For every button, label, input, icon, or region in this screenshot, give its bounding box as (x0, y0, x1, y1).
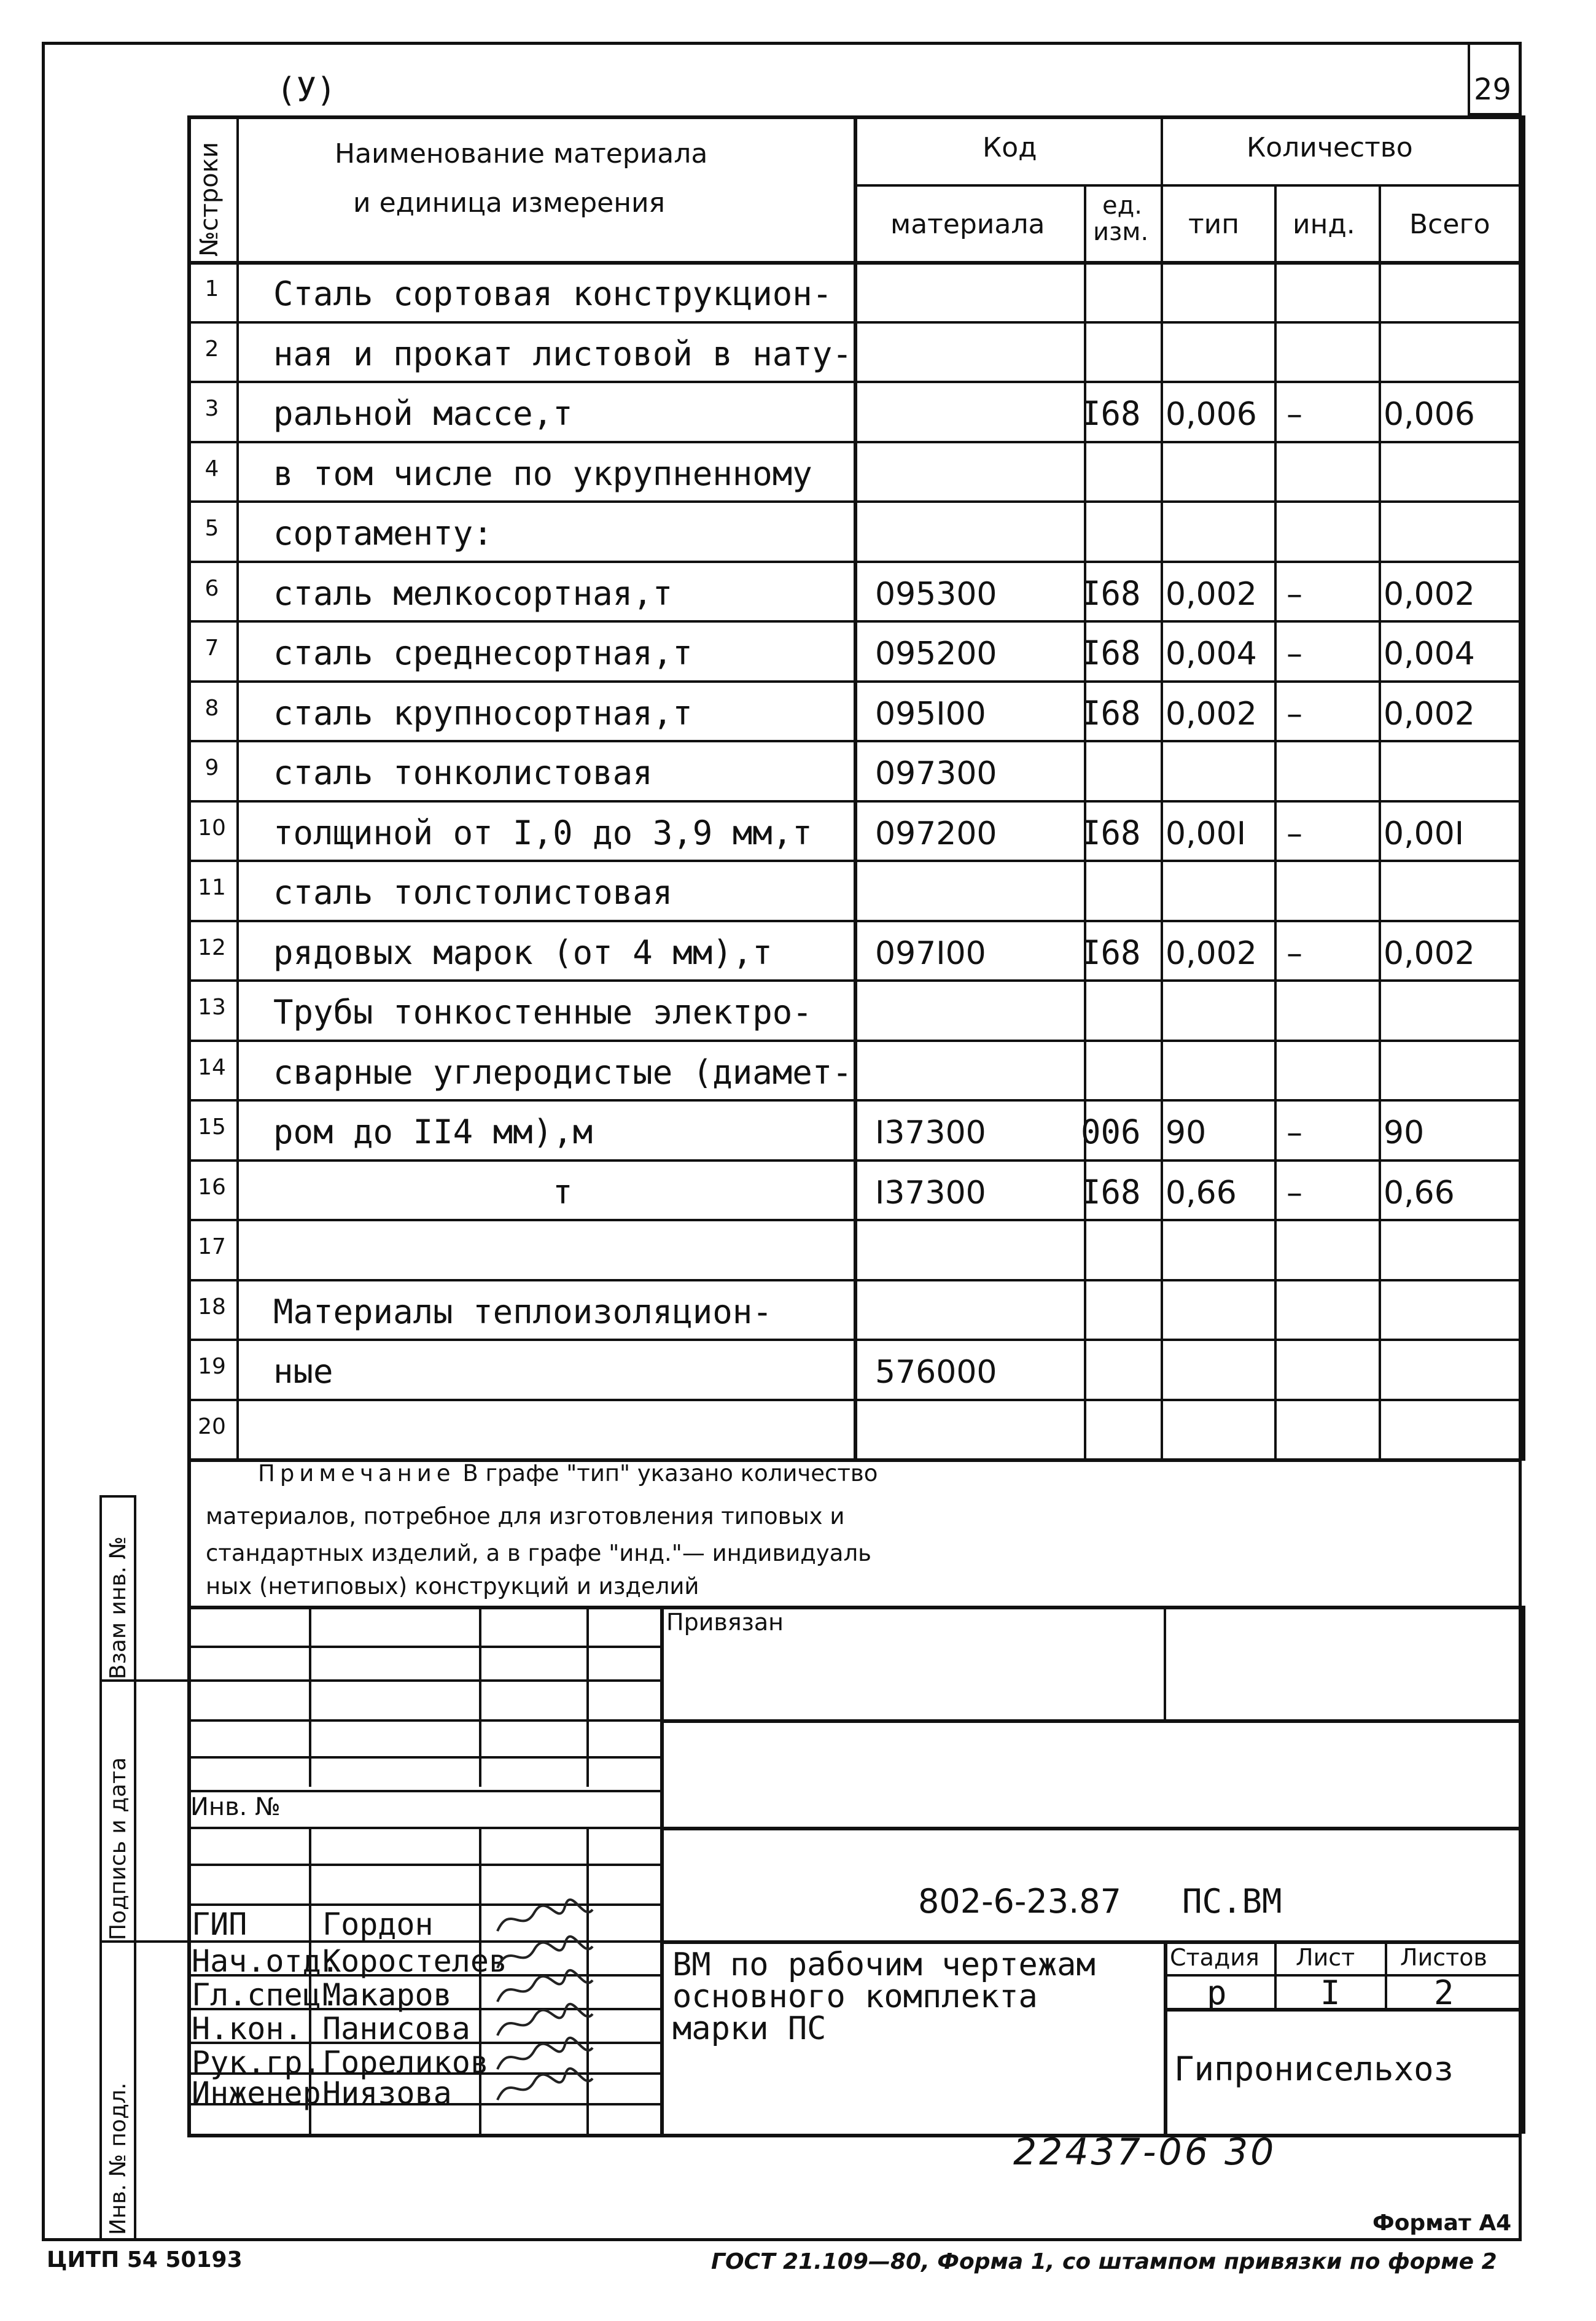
stamp-bottom-border (187, 2134, 1522, 2137)
table-row-border (187, 1399, 1522, 1401)
row-type: 0,66 (1166, 1174, 1237, 1211)
table-row-border (187, 1339, 1522, 1341)
signer-name: Гордон (322, 1907, 434, 1942)
stamp-grid-row (187, 1790, 660, 1792)
row-number: 16 (198, 1174, 226, 1200)
row-ind: – (1287, 575, 1302, 613)
table-row-border (187, 979, 1522, 982)
title-line-3: марки ПС (672, 2010, 827, 2047)
stamp-top-border (187, 1606, 1522, 1609)
row-total: 0,004 (1384, 636, 1475, 672)
row-number: 10 (198, 815, 226, 841)
privyazan-divider (1164, 1606, 1166, 1719)
row-ind: – (1287, 1114, 1302, 1151)
stamp-col-3a (586, 1606, 589, 1787)
row-code: 097I00 (875, 935, 986, 972)
signer-name: Макаров (322, 1977, 452, 2013)
header-quantity: Количество (1247, 132, 1413, 163)
signer-role: Гл.спец. (192, 1977, 340, 2013)
handwritten-number: 22437-06 30 (1013, 2131, 1277, 2174)
note-text-1: В графе "тип" указано количество (462, 1460, 878, 1487)
privyazan-label: Привязан (666, 1609, 784, 1636)
header-name-line-2: и единица измерения (353, 187, 666, 219)
sheet-value: I (1320, 1973, 1341, 2012)
signature-icon (491, 2066, 596, 2112)
signer-role: ГИП (192, 1907, 247, 1942)
side-strip-sep-1 (99, 1679, 189, 1682)
row-name: ные (273, 1352, 333, 1391)
side-strip-left (99, 1495, 102, 2241)
table-col-border (1274, 184, 1277, 1461)
signer-role: Нач.отд. (192, 1943, 340, 1979)
row-code: I37300 (875, 1174, 986, 1211)
row-type: 0,002 (1166, 695, 1257, 733)
table-row-border (187, 620, 1522, 623)
stamp-col-1a (309, 1606, 311, 1787)
row-unit: I68 (1081, 1172, 1141, 1211)
row-name: сталь мелкосортная,т (273, 573, 673, 613)
row-unit: I68 (1081, 693, 1141, 733)
stamp-right-border (1522, 1606, 1525, 2134)
header-total: Всего (1409, 209, 1490, 240)
sheets-label: Листов (1400, 1944, 1487, 1971)
row-number: 15 (198, 1114, 226, 1140)
header-unit-2: изм. (1093, 218, 1149, 246)
row-number: 5 (204, 516, 219, 541)
row-name: сталь тонколистовая (273, 753, 653, 792)
note-line-4: ных (нетиповых) конструкций и изделий (206, 1573, 699, 1600)
row-unit: 006 (1081, 1113, 1141, 1151)
row-name: ром до II4 мм),м (273, 1113, 593, 1151)
row-name: сталь среднесортная,т (273, 634, 693, 672)
page-letter: (У) (276, 71, 337, 109)
doc-mark: ПС.ВМ (1182, 1882, 1282, 1921)
row-total: 0,002 (1384, 695, 1475, 733)
row-code: 097200 (875, 815, 997, 852)
row-number: 6 (204, 575, 219, 601)
row-name: сталь толстолистовая (273, 873, 673, 912)
header-rownum: №строки (195, 142, 224, 257)
row-number: 13 (198, 995, 226, 1020)
header-material: материала (890, 209, 1045, 240)
side-label-inv: Инв. № подл. (106, 2082, 131, 2235)
stamp-grid-row (187, 1756, 660, 1759)
row-number: 14 (198, 1054, 226, 1080)
row-code: 095I00 (875, 695, 986, 733)
table-row-border (187, 680, 1522, 683)
table-row-border (187, 1219, 1522, 1221)
table-row-border (187, 1159, 1522, 1162)
row-unit: I68 (1081, 933, 1141, 972)
row-name: толщиной от I,0 до 3,9 мм,т (273, 813, 812, 852)
table-row-border (187, 1040, 1522, 1042)
doc-code: 802-6-23.87 (918, 1882, 1121, 1921)
row-number: 8 (204, 695, 219, 721)
page-number-divider (1468, 42, 1470, 114)
side-strip-right (134, 1495, 136, 2241)
row-ind: – (1287, 815, 1302, 852)
row-name: ная и прокат листовой в нату- (273, 334, 852, 373)
note-line-1 (258, 1460, 878, 1487)
row-unit: I68 (1081, 394, 1141, 433)
row-total: 0,002 (1384, 575, 1475, 613)
row-type: 0,002 (1166, 935, 1257, 972)
row-code: 095200 (875, 636, 997, 672)
side-label-vzam: Взам инв. № (106, 1536, 131, 1679)
row-ind: – (1287, 935, 1302, 972)
row-unit: I68 (1081, 634, 1141, 672)
row-ind: – (1287, 636, 1302, 672)
table-col-border (1522, 115, 1525, 1461)
row-number: 19 (198, 1354, 226, 1379)
stamp-grid-row (187, 1679, 660, 1682)
table-row-border (187, 500, 1522, 503)
table-row-border (187, 740, 1522, 742)
table-row-border (187, 381, 1522, 383)
title-line-1: ВМ по рабочим чертежам (672, 1946, 1096, 1983)
header-type: тип (1188, 209, 1239, 240)
row-total: 0,00I (1384, 815, 1465, 852)
row-number: 7 (204, 636, 219, 661)
signer-name: Коростелев (322, 1943, 508, 1979)
org-name: Гипронисельхоз (1174, 2050, 1454, 2088)
side-strip-top (99, 1495, 136, 1498)
row-name: в том числе по укрупненному (273, 454, 812, 493)
table-col-border (236, 115, 239, 1461)
table-col-border (854, 115, 857, 1461)
row-number: 2 (204, 336, 219, 362)
table-row-border (187, 1099, 1522, 1102)
side-label-podpis: Подпись и дата (106, 1757, 131, 1940)
row-name: Сталь сортовая конструкцион- (273, 274, 833, 313)
row-ind: – (1287, 1174, 1302, 1211)
stage-left (1164, 1940, 1167, 2134)
header-code: Код (983, 132, 1037, 163)
row-total: 0,006 (1384, 396, 1475, 433)
row-number: 9 (204, 755, 219, 780)
row-number: 12 (198, 935, 226, 960)
row-number: 1 (204, 276, 219, 301)
stamp-grid-row (187, 1827, 660, 1829)
table-row-border (187, 441, 1522, 443)
header-name-line-1: Наименование материала (335, 138, 708, 169)
stamp-grid-row (187, 1864, 660, 1866)
sheet-label: Лист (1296, 1944, 1355, 1971)
header-unit-1: ед. (1102, 192, 1142, 220)
row-code: I37300 (875, 1114, 986, 1151)
stamp-col-2a (479, 1606, 481, 1787)
header-mid-line (854, 184, 1522, 187)
table-row-border (187, 561, 1522, 563)
table-row-border (187, 920, 1522, 922)
table-row-border (187, 800, 1522, 803)
row-number: 20 (198, 1413, 226, 1439)
row-total: 0,002 (1384, 935, 1475, 972)
row-number: 4 (204, 456, 219, 481)
signer-role: Н.кон. (192, 2011, 303, 2047)
side-strip-sep-2 (99, 1940, 189, 1943)
row-number: 3 (204, 396, 219, 421)
row-code: 576000 (875, 1354, 997, 1391)
table-row-border (187, 321, 1522, 324)
stamp-col-4 (660, 1606, 664, 2134)
signer-name: Гореликов (322, 2045, 489, 2080)
stamp-col-2b (479, 1827, 481, 2134)
row-number: 11 (198, 875, 226, 900)
stage-label: Стадия (1170, 1944, 1259, 1971)
note-title: Примечание (258, 1460, 456, 1487)
row-type: 0,004 (1166, 636, 1257, 672)
row-code: 097300 (875, 755, 997, 792)
stamp-left-border (187, 1442, 191, 2134)
note-line-2: материалов, потребное для изготовления типовых и (206, 1503, 845, 1530)
code-row-top (660, 1827, 1522, 1830)
row-type: 90 (1166, 1114, 1207, 1151)
signer-name: Панисова (322, 2011, 470, 2047)
code-row-bottom (660, 1940, 1522, 1944)
footer-format: Формат А4 (1372, 2210, 1512, 2236)
row-number: 17 (198, 1234, 226, 1259)
row-name: сортаменту: (273, 514, 493, 553)
header-ind: инд. (1293, 209, 1355, 240)
signer-name: Ниязова (322, 2075, 452, 2111)
signer-role: Инженер (192, 2075, 321, 2111)
table-row-border (187, 1279, 1522, 1281)
row-number: 18 (198, 1294, 226, 1320)
row-type: 0,006 (1166, 396, 1257, 433)
sheets-value: 2 (1434, 1973, 1454, 2012)
table-col-border (1161, 115, 1163, 1461)
table-row-border (187, 860, 1522, 862)
row-name: сталь крупносортная,т (273, 693, 693, 733)
page-number: 29 (1474, 72, 1512, 107)
row-unit: I68 (1081, 813, 1141, 852)
stamp-grid-row (187, 1719, 660, 1722)
title-line-2: основного комплекта (672, 1978, 1038, 2015)
row-name: т (553, 1172, 573, 1211)
row-unit: I68 (1081, 573, 1141, 613)
row-type: 0,00I (1166, 815, 1247, 852)
row-name: рядовых марок (от 4 мм),т (273, 933, 773, 972)
row-type: 0,002 (1166, 575, 1257, 613)
row-total: 0,66 (1384, 1174, 1455, 1211)
stamp-grid-row (187, 1646, 660, 1648)
row-ind: – (1287, 396, 1302, 433)
footer-right: ГОСТ 21.109—80, Форма 1, со штампом привязки по форме 2 (711, 2249, 1497, 2274)
signer-role: Рук.гр. (192, 2045, 321, 2080)
row-name: ральной массе,т (273, 394, 573, 433)
note-line-3: стандартных изделий, а в графе "инд."— индивидуаль (206, 1540, 871, 1566)
row-name: сварные углеродистые (диамет- (273, 1052, 852, 1092)
row-ind: – (1287, 695, 1302, 733)
footer-left: ЦИТП 54 50193 (47, 2247, 243, 2272)
inv-no-label: Инв. № (190, 1793, 281, 1821)
row-total: 90 (1384, 1114, 1425, 1151)
row-name: Трубы тонкостенные электро- (273, 993, 812, 1032)
row-name: Материалы теплоизоляцион- (273, 1292, 773, 1331)
table-col-border (1379, 184, 1381, 1461)
row-code: 095300 (875, 575, 997, 613)
stage-value: р (1207, 1973, 1227, 2012)
privyazan-bottom (660, 1719, 1522, 1723)
